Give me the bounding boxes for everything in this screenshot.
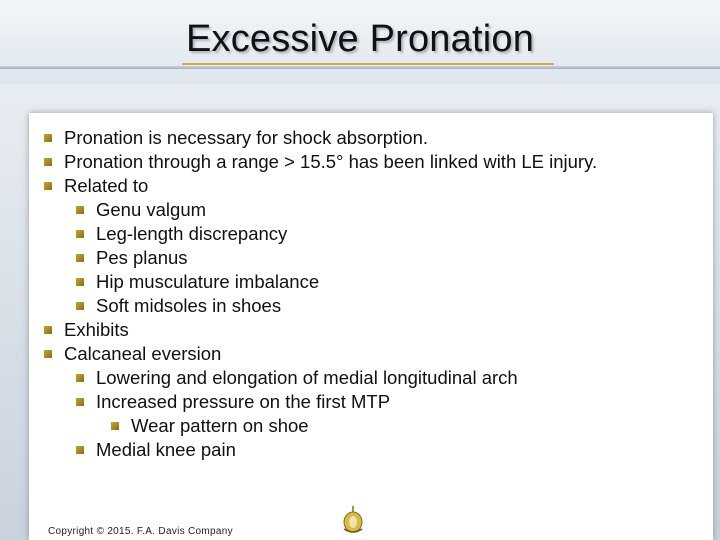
bullet-square-icon: [44, 350, 52, 358]
bullet-text: Increased pressure on the first MTP: [96, 391, 391, 412]
slide-title: Excessive Pronation: [185, 18, 535, 60]
bullet-text: Pronation is necessary for shock absorption.: [64, 127, 429, 148]
bullet-text: Hip musculature imbalance: [96, 271, 320, 292]
title-divider: [0, 66, 720, 69]
bullet-text: Calcaneal eversion: [64, 343, 222, 364]
bullet-square-icon: [76, 374, 84, 382]
bullet-square-icon: [76, 230, 84, 238]
bullet-item-level-2: [76, 366, 518, 390]
bullet-item-level-1: [44, 318, 129, 342]
bullet-item-level-1: [44, 150, 597, 174]
bullet-square-icon: [76, 398, 84, 406]
bullet-item-level-2: [76, 390, 390, 414]
bullet-text: Pronation through a range > 15.5° has been linked with LE injury.: [64, 151, 598, 172]
bullet-text: Soft midsoles in shoes: [96, 295, 282, 316]
bullet-square-icon: [76, 206, 84, 214]
bullet-item-level-2: [76, 270, 319, 294]
bullet-text: Wear pattern on shoe: [131, 415, 309, 436]
bullet-square-icon: [44, 326, 52, 334]
publisher-logo-icon: [340, 505, 366, 535]
copyright-footer: Copyright © 2015. F.A. Davis Company: [48, 526, 233, 537]
bullet-item-level-3: [111, 414, 309, 438]
bullet-text: Lowering and elongation of medial longitudinal arch: [96, 367, 518, 388]
bullet-item-level-1: [44, 174, 148, 198]
bullet-item-level-2: [76, 438, 236, 462]
bullet-text: Medial knee pain: [96, 439, 236, 460]
bullet-item-level-2: [76, 294, 281, 318]
bullet-square-icon: [44, 158, 52, 166]
bullet-square-icon: [44, 182, 52, 190]
bullet-text: Genu valgum: [96, 199, 207, 220]
bullet-square-icon: [111, 422, 119, 430]
bullet-square-icon: [76, 446, 84, 454]
bullet-square-icon: [76, 278, 84, 286]
bullet-square-icon: [76, 254, 84, 262]
bullet-item-level-1: [44, 126, 428, 150]
bullet-text: Exhibits: [64, 319, 129, 340]
bullet-text: Related to: [64, 175, 149, 196]
title-underline: [182, 63, 554, 65]
bullet-square-icon: [44, 134, 52, 142]
bullet-item-level-2: [76, 198, 206, 222]
bullet-item-level-1: [44, 342, 221, 366]
bullet-square-icon: [76, 302, 84, 310]
bullet-text: Leg-length discrepancy: [96, 223, 288, 244]
bullet-item-level-2: [76, 222, 287, 246]
bullet-item-level-2: [76, 246, 188, 270]
bullet-text: Pes planus: [96, 247, 188, 268]
